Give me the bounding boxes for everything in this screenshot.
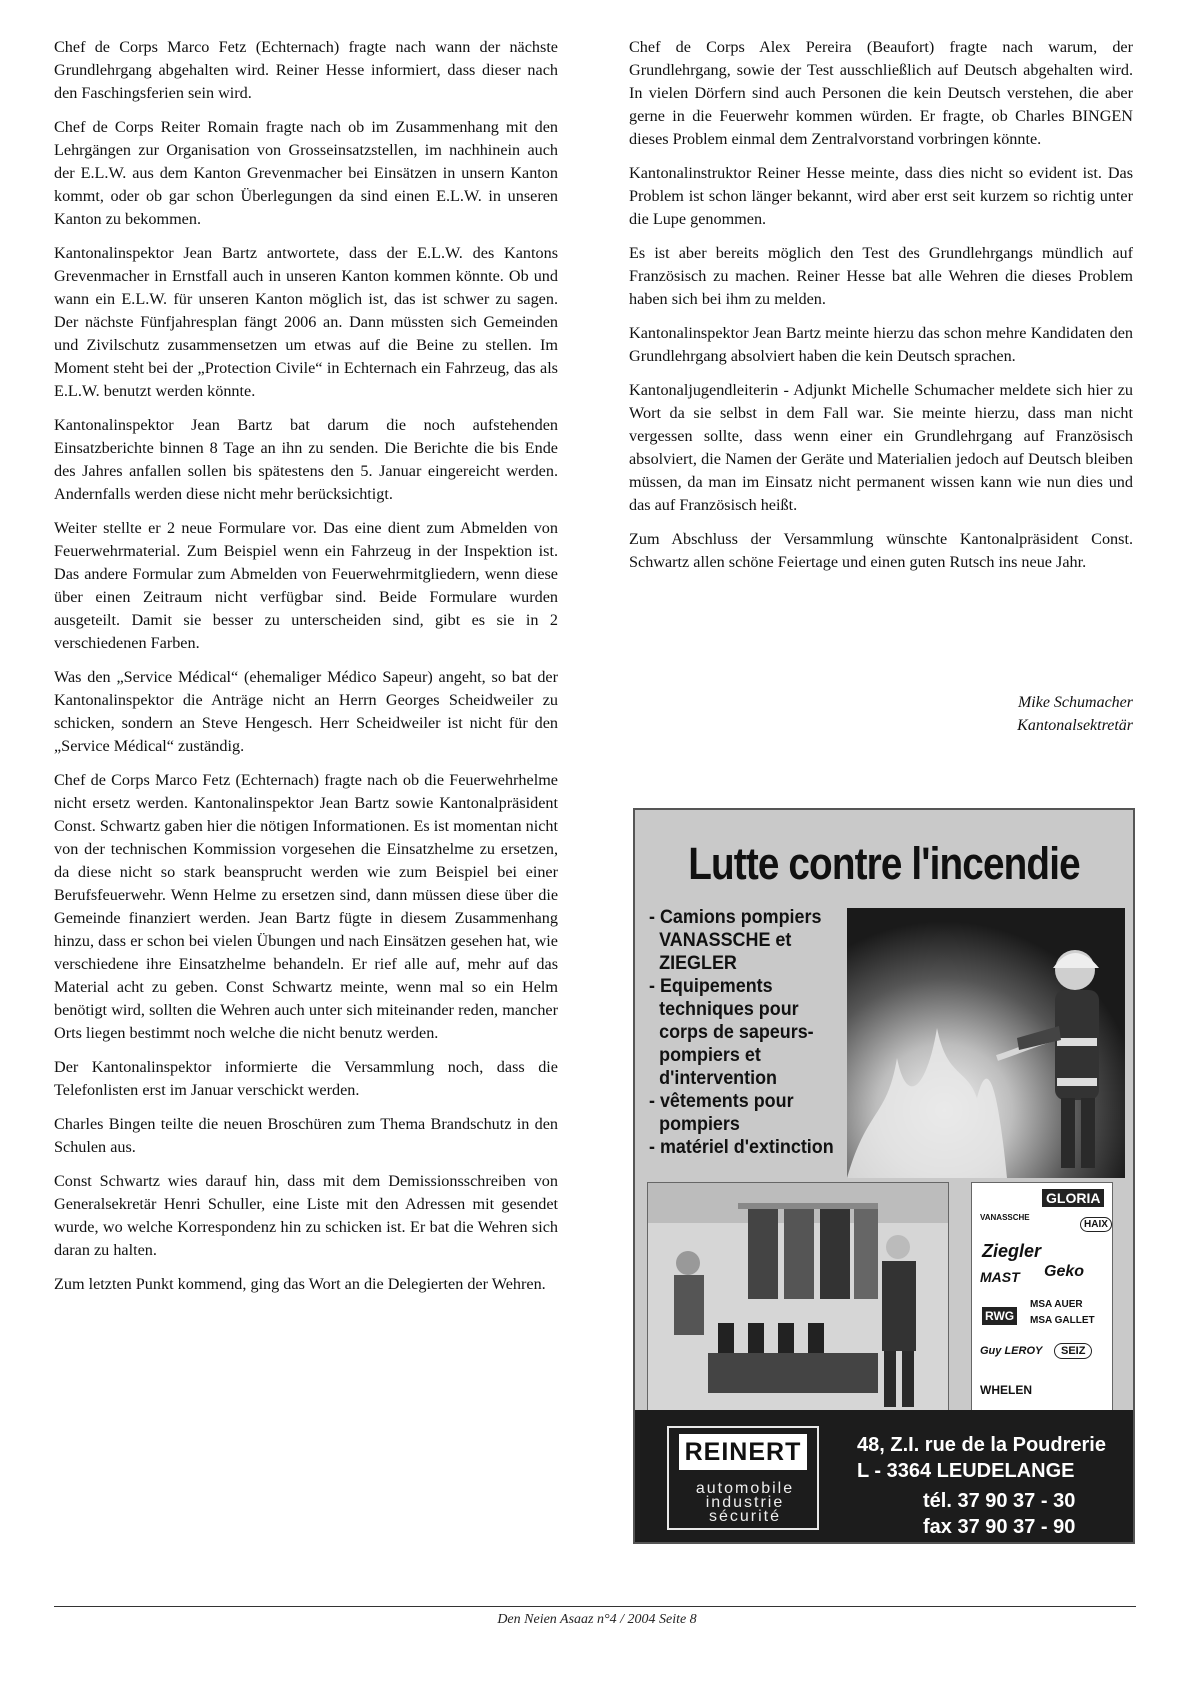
brand-logo: HAIX — [1080, 1217, 1112, 1232]
paragraph: Chef de Corps Marco Fetz (Echternach) fragte nach wann der nächste Grundlehrgang abgehalten wird. Reiner Hesse informiert, dass dieser nach den Faschingsferien sein wird. — [54, 38, 558, 102]
paragraph: Kantonalinspektor Jean Bartz bat darum die noch aufstehenden Einsatzberichte binnen 8 Tage an ihn zu senden. Die Berichte die bis Ende des Jahres anfallen sollen bis spätestens den 5. Januar eingereicht werden. Andernfalls werden diese nicht mehr berücksichtigt. — [54, 416, 558, 503]
list-item: - Camions pompiers — [649, 906, 822, 928]
company-address — [857, 1432, 1106, 1484]
firefighter-photo — [847, 908, 1125, 1178]
footer-divider — [54, 1606, 1136, 1607]
paragraph: Zum Abschluss der Versammlung wünschte Kantonalpräsident Const. Schwartz allen schöne Feiertage und einen guten Rutsch ins neue Jahr. — [629, 530, 1133, 571]
paragraph: Es ist aber bereits möglich den Test des Grundlehrgangs mündlich auf Französisch zu machen. Reiner Hesse bat alle Wehren die dieses Problem haben sich bei ihm zu melden. — [629, 244, 1133, 308]
fax-number: fax 37 90 37 - 90 — [923, 1516, 1076, 1538]
tagline-line: industrie — [705, 1494, 785, 1511]
list-item: VANASSCHE et — [659, 929, 792, 951]
signature — [1017, 691, 1133, 737]
paragraph: Chef de Corps Marco Fetz (Echternach) fragte nach ob die Feuerwehrhelme nicht ersetz werden. Kantonalinspektor Jean Bartz sowie Kantonalpräsident Const. Schwartz gaben hier die nötigen Informationen. Es ist momentan nicht von der technischen Kommission vorgesehen die Einsatzhelme zu ersetzen, da diese nicht so stark beansprucht werden wie zum Beispiel bei einer Berufsfeuerwehr. Wenn Helme zu ersetzen sind, dann müssen diese über die Gemeinde finanziert werden. Jean Bartz fügte in diesem Zusammenhang hinzu, dass er schon bei vielen Übungen und nach Einsätzen gesehen hat, wie verschiedene ihre Einsatzhelme behandeln. Er rief alle auf, mehr auf das Material acht zu geben. Const Schwartz meinte, wenn mal so ein Helm benötigt wird, sollten die Wehren auch unter sich miteinander reden, mancher Orts liegen bestimmt noch welche die nicht benutz werden. — [54, 771, 558, 1042]
address-line: L - 3364 LEUDELANGE — [857, 1460, 1075, 1482]
brand-logo: Guy LEROY — [980, 1345, 1043, 1357]
paragraph: Zum letzten Punkt kommend, ging das Wort an die Delegierten der Wehren. — [54, 1275, 546, 1293]
list-item: - matériel d'extinction — [649, 1136, 834, 1158]
brand-logos — [971, 1182, 1113, 1416]
brand-logo: SEIZ — [1054, 1343, 1092, 1359]
paragraph: Chef de Corps Reiter Romain fragte nach ob im Zusammenhang mit den Lehrgängen zur Organisation von Grosseinsatzstellen, im nachhinein auch der E.L.W. aus dem Kanton Grevenmacher bei Einsätzen in unsern Kanton kommt, oder ob gar schon Überlegungen da sind einen E.L.W. in unseren Kanton zu bekommen. — [54, 118, 558, 228]
ad-product-list — [649, 906, 834, 1159]
list-item: d'intervention — [659, 1067, 778, 1089]
company-logo — [667, 1426, 819, 1530]
ad-headline: Lutte contre l'incendie — [688, 838, 1080, 889]
signature-role: Kantonalsektretär — [1017, 717, 1133, 734]
paragraph: Kantonalinspektor Jean Bartz antwortete, dass der E.L.W. des Kantons Grevenmacher in Ernstfall auch in unseren Kanton kommen könnte. Ob und wann ein E.L.W. für unseren Kanton möglich ist, das ist schwer zu sagen. Der nächste Fünfjahresplan fängt 2006 an. Dann müssten sich Gemeinden und Zivilschutz zusammensetzen um etwas auf die Beine zu stellen. Im Moment steht bei der „Protection Civile“ in Echternach ein Fahrzeug, das als E.L.W. benutzt werden könnte. — [54, 244, 558, 400]
right-column — [629, 36, 1133, 585]
signature-name: Mike Schumacher — [1017, 694, 1133, 711]
brand-logo: MSA GALLET — [1030, 1315, 1095, 1326]
list-item: - vêtements pour — [649, 1090, 794, 1112]
paragraph: Was den „Service Médical“ (ehemaliger Médico Sapeur) angeht, so bat der Kantonalinspektor die Anträge nicht an Herrn Georges Scheidweiler zu schicken, sondern an Steve Hengesch. Herr Scheidweiler ist nicht für den „Service Médical“ zuständig. — [54, 668, 558, 755]
brand-logo: Geko — [1044, 1263, 1085, 1280]
paragraph: Kantonalinspektor Jean Bartz meinte hierzu das schon mehre Kandidaten den Grundlehrgang absolviert haben die kein Deutsch sprachen. — [629, 324, 1133, 365]
paragraph: Der Kantonalinspektor informierte die Versammlung noch, dass die Telefonlisten erst im Januar verschickt werden. — [54, 1058, 558, 1099]
address-line: 48, Z.I. rue de la Poudrerie — [857, 1434, 1106, 1456]
brand-logo: RWG — [982, 1307, 1017, 1325]
equipment-photo — [647, 1182, 949, 1416]
brand-logo: Ziegler — [982, 1241, 1042, 1261]
tagline-line: sécurité — [708, 1508, 782, 1525]
equipment-photo-illustration — [648, 1183, 948, 1415]
company-phones — [923, 1488, 1075, 1540]
brand-logo: MAST — [980, 1269, 1020, 1285]
paragraph: Kantonaljugendleiterin - Adjunkt Michelle Schumacher meldete sich hier zu Wort da sie selbst in dem Fall war. Sie meinte hierzu, dass man nicht vergessen sollte, dass wenn einer ein Grundlehrgang auf Französisch absolviert, die Namen der Geräte und Materialien jedoch auf Deutsch bleiben müssen, da man im Einsatz nicht permanent wissen kann wie nun dies und das auf Französisch heißt. — [629, 381, 1133, 514]
paragraph: Weiter stellte er 2 neue Formulare vor. Das eine dient zum Abmelden von Feuerwehrmaterial. Zum Beispiel wenn ein Fahrzeug in der Inspektion ist. Das andere Formular zum Abmelden von Feuerwehrmitgliedern, wenn diese über einen Zeitraum nicht verfügbar sind. Beide Formulare wurden ausgeteilt. Damit sie besser zu unterscheiden sind, gibt es sie in 2 verschiedenen Farben. — [54, 519, 558, 652]
advertisement — [633, 808, 1135, 1544]
paragraph: Chef de Corps Alex Pereira (Beaufort) fragte nach warum, der Grundlehrgang, sowie der Test ausschließlich auf Deutsch abgehalten wird. In vielen Dörfern sind auch Personen die kein Deutsch verstehen, die aber gerne in die Feuerwehr kommen würden. Er fragte, ob Charles BINGEN dieses Problem einmal dem Zentralvorstand vorbringen könnte. — [629, 38, 1133, 148]
list-item: ZIEGLER — [659, 952, 737, 974]
paragraph: Kantonalinstruktor Reiner Hesse meinte, dass dies nicht so evident ist. Das Problem ist schon länger bekannt, wird aber erst seit kurzem so richtig unter die Lupe genommen. — [629, 164, 1133, 228]
brand-logo: GLORIA — [1042, 1189, 1104, 1207]
list-item: pompiers et — [659, 1044, 761, 1066]
left-column — [54, 36, 558, 1307]
brand-logo: MSA AUER — [1030, 1299, 1083, 1310]
company-name: REINERT — [679, 1434, 807, 1470]
paragraph: Const Schwartz wies darauf hin, dass mit dem Demissionsschreiben von Generalsekretär Henri Schuller, eine Liste mit den Adressen mit gesendet wurde, wo welche Korrespondenz hin zu schicken ist. Er bat die Wehren sich daran zu halten. — [54, 1172, 558, 1259]
company-tagline — [685, 1482, 805, 1524]
list-item: corps de sapeurs- — [659, 1021, 814, 1043]
page-footer — [0, 1612, 1190, 1628]
firefighter-photo-illustration — [847, 908, 1125, 1178]
brand-logo: WHELEN — [980, 1383, 1032, 1397]
list-item: - Equipements — [649, 975, 773, 997]
paragraph: Charles Bingen teilte die neuen Broschüren zum Thema Brandschutz in den Schulen aus. — [54, 1115, 558, 1156]
footer-label: Den Neien Asaaz n°4 / 2004 Seite 8 — [497, 1612, 697, 1627]
brand-logo: VANASSCHE — [980, 1213, 1030, 1222]
ad-contact-bar — [635, 1410, 1133, 1542]
tagline-line: automobile — [695, 1480, 795, 1497]
list-item: techniques pour — [659, 998, 799, 1020]
phone-number: tél. 37 90 37 - 30 — [923, 1490, 1076, 1512]
list-item: pompiers — [659, 1113, 740, 1135]
